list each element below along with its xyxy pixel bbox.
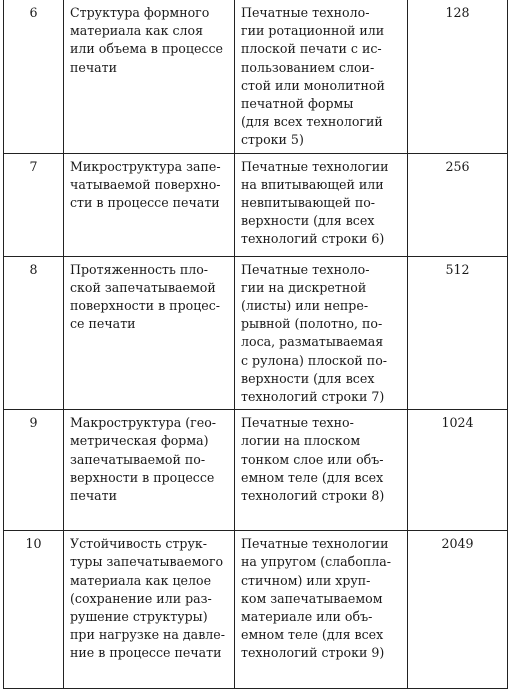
row-number: 10 — [25, 536, 42, 552]
technology-line: Печатные технологии — [241, 536, 389, 552]
technology-line: Печатные техноло- — [241, 5, 370, 20]
row-value: 256 — [445, 158, 470, 174]
description-line: материала как целое — [70, 572, 212, 588]
description-line: или объема в процессе — [70, 41, 223, 57]
description-cell — [64, 531, 235, 689]
description-line: се печати — [70, 316, 136, 332]
technology-line: печатной формы — [241, 96, 354, 112]
row-number-cell — [4, 0, 64, 153]
technology-line: на впитывающей или — [241, 176, 384, 192]
table-row — [4, 153, 508, 256]
technology-line: рывной (полотно, по- — [241, 316, 383, 332]
technology-line: ком запечатываемом — [241, 590, 383, 606]
description-line: ской запечатываемой — [70, 279, 216, 295]
technology-line: (листы) или непре- — [241, 298, 369, 314]
value-cell — [408, 153, 508, 256]
technology-line: стичном) или хруп- — [241, 572, 371, 588]
technology-cell — [235, 153, 408, 256]
row-number: 8 — [29, 261, 38, 277]
row-value: 128 — [445, 5, 470, 20]
technology-line: технологий строки 6) — [241, 231, 385, 247]
row-number-cell — [4, 153, 64, 256]
description-line: рушение структуры) — [70, 609, 208, 625]
description-line: сти в процессе печати — [70, 195, 220, 211]
technology-cell — [235, 410, 408, 531]
value-cell — [408, 256, 508, 410]
table-row — [4, 410, 508, 531]
row-number: 7 — [29, 158, 38, 174]
value-cell — [408, 531, 508, 689]
description-cell — [64, 410, 235, 531]
technology-cell — [235, 0, 408, 153]
description-cell — [64, 153, 235, 256]
description-line: Протяженность пло- — [70, 261, 209, 277]
table-row — [4, 531, 508, 689]
description-line: запечатываемой по- — [70, 451, 206, 467]
description-line: Устойчивость струк- — [70, 536, 207, 552]
technology-line: верхности (для всех — [241, 370, 375, 386]
description-line: поверхности в процес- — [70, 298, 221, 314]
description-line: Структура формного — [70, 5, 210, 20]
row-value: 1024 — [441, 415, 474, 431]
technology-line: плоской печати с ис- — [241, 41, 382, 57]
description-line: чатываемой поверхно- — [70, 176, 221, 192]
description-line: при нагрузке на давле- — [70, 627, 225, 643]
description-cell — [64, 0, 235, 153]
technology-line: верхности (для всех — [241, 213, 375, 229]
description-cell — [64, 256, 235, 410]
technology-line: на упругом (слабопла- — [241, 554, 391, 570]
technology-line: с рулона) плоской по- — [241, 352, 388, 368]
table-row — [4, 0, 508, 153]
technology-line: логии на плоском — [241, 433, 361, 449]
description-line: (сохранение или раз- — [70, 590, 212, 606]
technology-line: технологий строки 7) — [241, 389, 385, 405]
technology-cell — [235, 256, 408, 410]
technology-line: лоса, разматываемая — [241, 334, 384, 350]
technology-line: Печатные технологии — [241, 158, 389, 174]
technology-line: стой или монолитной — [241, 77, 385, 93]
table-body — [4, 0, 508, 689]
description-line: печати — [70, 488, 118, 504]
description-line: туры запечатываемого — [70, 554, 224, 570]
technology-line: гии на дискретной — [241, 279, 367, 295]
description-line: материала как слоя — [70, 23, 204, 39]
row-number-cell — [4, 256, 64, 410]
technology-line: строки 5) — [241, 132, 304, 148]
row-number: 6 — [29, 5, 38, 20]
row-number: 9 — [29, 415, 38, 431]
description-line: Микроструктура запе- — [70, 158, 221, 174]
technology-line: технологий строки 8) — [241, 488, 385, 504]
row-number-cell — [4, 531, 64, 689]
description-line: верхности в процессе — [70, 469, 215, 485]
technology-line: пользованием слои- — [241, 59, 375, 75]
value-cell — [408, 410, 508, 531]
description-line: Макроструктура (гео- — [70, 415, 217, 431]
technology-line: емном теле (для всех — [241, 469, 384, 485]
technology-line: технологий строки 9) — [241, 645, 385, 661]
row-value: 2049 — [441, 536, 474, 552]
technology-line: невпитывающей по- — [241, 195, 376, 211]
table-row — [4, 256, 508, 410]
properties-table — [3, 0, 508, 689]
technology-line: материале или объ- — [241, 609, 373, 625]
description-line: печати — [70, 59, 118, 75]
technology-line: Печатные техноло- — [241, 261, 370, 277]
technology-line: тонком слое или объ- — [241, 451, 384, 467]
description-line: метрическая форма) — [70, 433, 209, 449]
technology-line: (для всех технологий — [241, 114, 383, 130]
value-cell — [408, 0, 508, 153]
technology-line: гии ротационной или — [241, 23, 385, 39]
row-number-cell — [4, 410, 64, 531]
description-line: ние в процессе печати — [70, 645, 222, 661]
technology-line: емном теле (для всех — [241, 627, 384, 643]
technology-cell — [235, 531, 408, 689]
row-value: 512 — [445, 261, 470, 277]
technology-line: Печатные техно- — [241, 415, 354, 431]
